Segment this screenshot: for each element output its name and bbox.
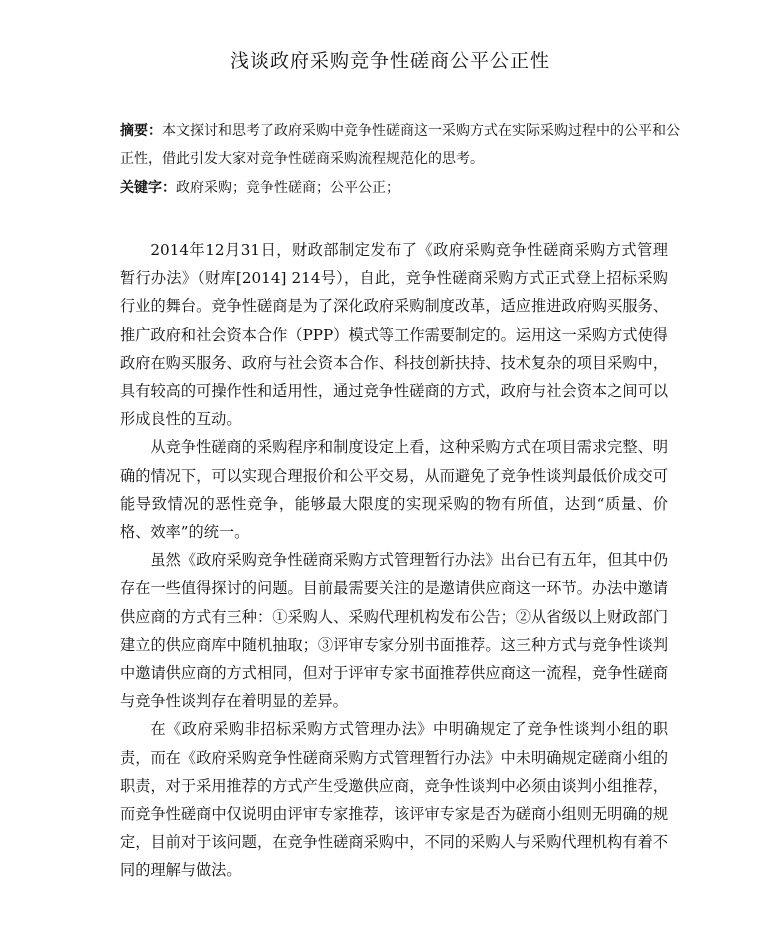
paragraph: 在《政府采购非招标采购方式管理办法》中明确规定了竞争性谈判小组的职责，而在《政府采购竞争性磋商采购方式管理暂行办法》中未明确规定磋商小组的职责，对于采用推荐的方式产生受邀供应商，竞争性谈判中必须由谈判小组推荐，而竞争性磋商中仅说明由评审专家推荐，该评审专家是否为磋商小组则无明确的规定，目前对于该问题，在竞争性磋商采购中，不同的采购人与采购代理机构有着不同的理解与做法。 [120, 720, 668, 880]
paragraph: 从竞争性磋商的采购程序和制度设定上看，这种采购方式在项目需求完整、明确的情况下，可以实现合理报价和公平交易，从而避免了竞争性谈判最低价成交可能导致情况的恶性竞争，能够最大限度的实现采购的物有所值，达到“质量、价格、效率”的统一。 [120, 438, 668, 542]
abstract [120, 117, 680, 173]
paragraph: 2014年12月31日，财政部制定发布了《政府采购竞争性磋商采购方式管理暂行办法》（财库[2014] 214号），自此，竞争性磋商采购方式正式登上招标采购行业的舞台。竞争性磋商是为了深化政府采购制度改革，适应推进政府购买服务、推广政府和社会资本合作（PPP）模式等工作需要制定的。运用这一采购方式使得政府在购买服务、政府与社会资本合作、科技创新扶持、技术复杂的项目采购中，具有较高的可操作性和适用性，通过竞争性磋商的方式，政府与社会资本之间可以形成良性的互动。 [120, 241, 668, 429]
abstract-label: 摘要： [120, 123, 162, 139]
abstract-text: 本文探讨和思考了政府采购中竞争性磋商这一采购方式在实际采购过程中的公平和公正性，借此引发大家对竞争性磋商采购流程规范化的思考。 [120, 123, 680, 167]
paragraph: 虽然《政府采购竞争性磋商采购方式管理暂行办法》出台已有五年，但其中仍存在一些值得探讨的问题。目前最需要关注的是邀请供应商这一环节。办法中邀请供应商的方式有三种：①采购人、采购代理机构发布公告；②从省级以上财政部门建立的供应商库中随机抽取；③评审专家分别书面推荐。这三种方式与竞争性谈判中邀请供应商的方式相同，但对于评审专家书面推荐供应商这一流程，竞争性磋商与竞争性谈判存在着明显的差异。 [120, 551, 668, 711]
keywords-text: 政府采购；竞争性磋商；公平公正； [176, 180, 400, 196]
keywords [120, 178, 680, 198]
document-title: 浅谈政府采购竞争性磋商公平公正性 [229, 50, 550, 72]
body-text [120, 236, 668, 885]
keywords-label: 关键字： [120, 180, 176, 196]
